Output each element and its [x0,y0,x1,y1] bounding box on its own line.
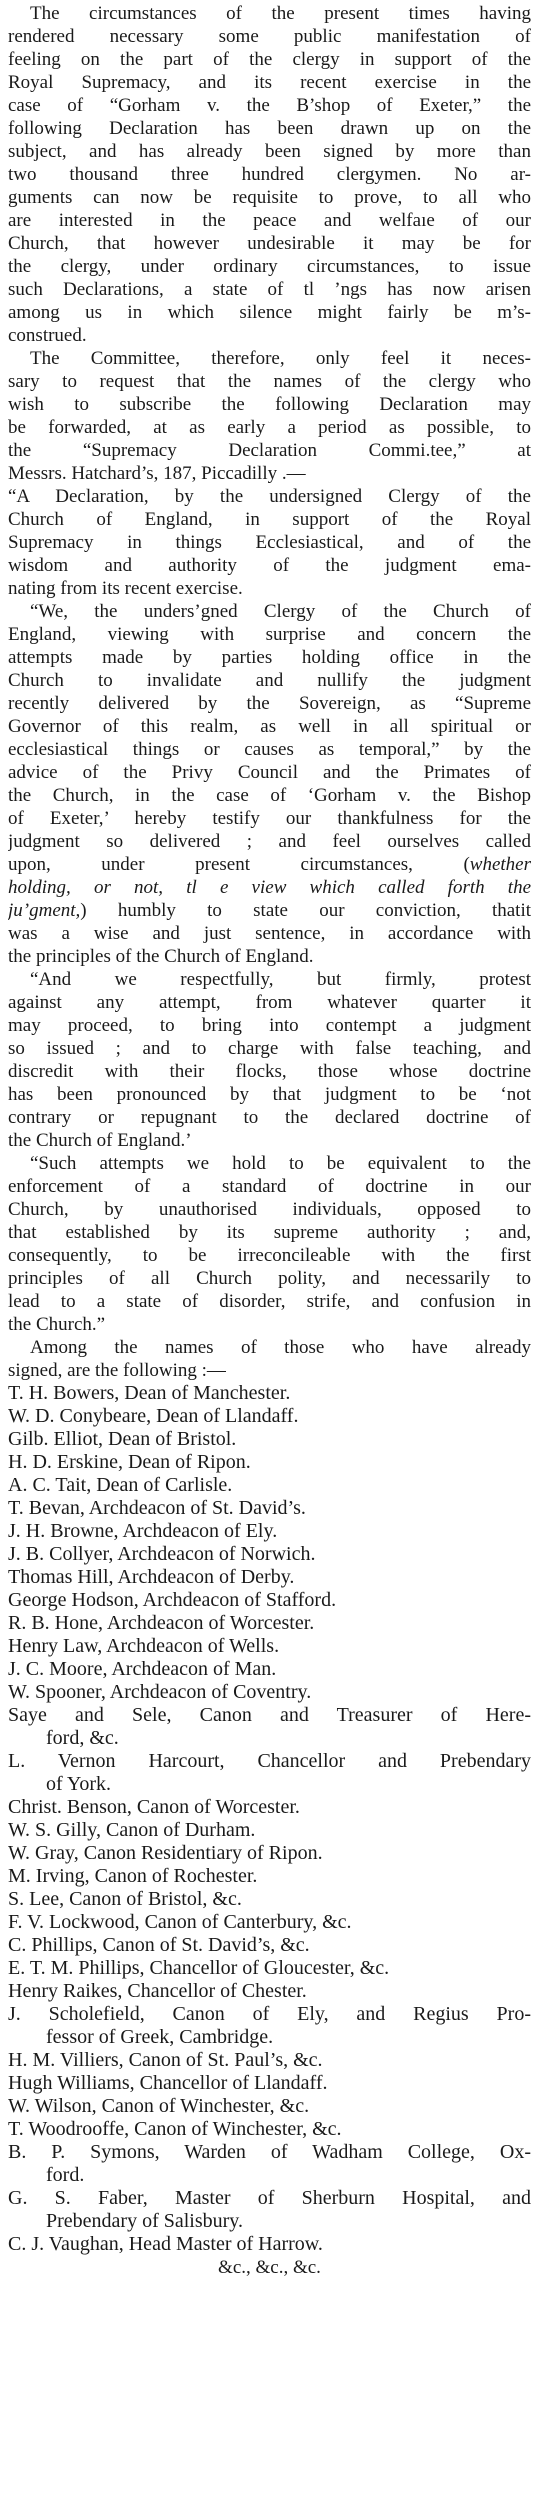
signatory-name: Henry Law, Archdeacon of Wells. [8,1635,280,1657]
intro-paragraph-2 [8,347,531,485]
signatory-name: Hugh Williams, Chancellor of Llandaff. [8,2072,328,2094]
text-line: Church, that however undesirable it may be for [8,233,531,254]
declaration-paragraph-4 [8,1152,531,1336]
signatory-name: W. Wilson, Canon of Winchester, &c. [8,2095,310,2117]
signatory-continuation: fessor of Greek, Cambridge. [46,2026,274,2048]
signatory-entry [8,1543,531,1566]
signatory-entry [8,2233,531,2256]
text-line: The circumstances of the present times having [30,3,531,24]
text-line: the “Supremacy Declaration Commi.tee,” at [8,440,531,461]
text-line: England, viewing with surprise and concern the [8,624,531,645]
text-line: construed. [8,325,87,346]
text-line: that established by its supreme authority ; and, [8,1222,531,1243]
text-line: contrary or repugnant to the declared doctrine of [8,1107,531,1128]
text-line: be forwarded, at as early a period as possible, to [8,417,531,438]
signatory-name: L. Vernon Harcourt, Chancellor and Prebendary [8,1750,531,1772]
signatory-entry [8,1658,531,1681]
text-line: was a wise and just sentence, in accordance with [8,923,531,944]
signatory-name: B. P. Symons, Warden of Wadham College, Ox- [8,2141,531,2163]
signatory-entry [8,1635,531,1658]
signatory-name: T. Bevan, Archdeacon of St. David’s. [8,1497,306,1519]
text-line: Among the names of those who have already [30,1337,531,1358]
text-line: feeling on the part of the clergy in support of the [8,49,531,70]
declaration-heading-paragraph [8,485,531,600]
text-line: Supremacy in things Ecclesiastical, and of the [8,532,531,553]
signatory-entry [8,1704,531,1750]
text-line: discredit with their flocks, those whose doctrine [8,1061,531,1082]
text-line: Royal Supremacy, and its recent exercise in the [8,72,531,93]
text-line: wisdom and authority of the judgment ema- [8,555,531,576]
text-line: are interested in the peace and welfaıe of our [8,210,531,231]
signatory-name: T. Woodrooffe, Canon of Winchester, &c. [8,2118,342,2140]
text-line: the Church, in the case of ‘Gorham v. the Bishop [8,785,531,806]
text-line: of Exeter,’ hereby testify our thankfulness for the [8,808,531,829]
text-line: “Such attempts we hold to be equivalent to the [30,1153,531,1174]
text-line: wish to subscribe the following Declaration may [8,394,531,415]
text-line: holding, or not, tl e view which called forth the [8,877,531,898]
signatory-entry [8,1957,531,1980]
signatory-entry [8,1520,531,1543]
signatory-entry [8,1865,531,1888]
signatory-name: W. D. Conybeare, Dean of Llandaff. [8,1405,299,1427]
text-line: so issued ; and to charge with false teaching, and [8,1038,531,1059]
declaration-paragraph-2 [8,600,531,968]
signatory-name: W. Gray, Canon Residentiary of Ripon. [8,1842,323,1864]
signatory-name: Gilb. Elliot, Dean of Bristol. [8,1428,237,1450]
signatory-entry [8,1474,531,1497]
text-line: “We, the unders’gned Clergy of the Church of [30,601,531,622]
text-line: among us in which silence might fairly be m’s- [8,302,531,323]
text-line: the clergy, under ordinary circumstances, to issue [8,256,531,277]
signatory-name: Saye and Sele, Canon and Treasurer of Here- [8,1704,531,1726]
signatory-name: H. D. Erskine, Dean of Ripon. [8,1451,251,1473]
signatory-entry [8,1911,531,1934]
text-line: against any attempt, from whatever quarter it [8,992,531,1013]
signatory-name: H. M. Villiers, Canon of St. Paul’s, &c. [8,2049,323,2071]
signatory-entry [8,1382,531,1405]
text-line: the Church of England.’ [8,1130,192,1151]
text-line: “A Declaration, by the undersigned Clergy of the [8,486,531,507]
signatory-entry [8,2003,531,2049]
signatories-intro [8,1336,531,1382]
signatory-name: S. Lee, Canon of Bristol, &c. [8,1888,242,1910]
text-line: Church, by unauthorised individuals, opposed to [8,1199,531,1220]
signatory-entry [8,1428,531,1451]
signatory-entry [8,2187,531,2233]
signatory-entry [8,1681,531,1704]
text-line: such Declarations, a state of tl ’ngs has now arisen [8,279,531,300]
signatory-name: J. C. Moore, Archdeacon of Man. [8,1658,277,1680]
text-line: attempts made by parties holding office in the [8,647,531,668]
signatory-name: Christ. Benson, Canon of Worcester. [8,1796,300,1818]
text-line: ecclesiastical things or causes as temporal,” by the [8,739,531,760]
signatory-entry [8,2095,531,2118]
signatory-entry [8,1451,531,1474]
signatory-name: M. Irving, Canon of Rochester. [8,1865,258,1887]
signatory-entry [8,1796,531,1819]
signatory-name: J. H. Browne, Archdeacon of Ely. [8,1520,278,1542]
text-line: judgment so delivered ; and feel ourselves called [8,831,531,852]
signatory-continuation: of York. [46,1773,112,1795]
text-line: signed, are the following :— [8,1360,226,1381]
text-line: case of “Gorham v. the B’shop of Exeter,” the [8,95,531,116]
signatory-name: Thomas Hill, Archdeacon of Derby. [8,1566,295,1588]
signatory-entry [8,2072,531,2095]
text-line: following Declaration has been drawn up on the [8,118,531,139]
signatory-name: J. B. Collyer, Archdeacon of Norwich. [8,1543,316,1565]
signatory-entry [8,1497,531,1520]
signatory-name: J. Scholefield, Canon of Ely, and Regius Pro- [8,2003,531,2025]
signatory-continuation: ford. [46,2164,85,2186]
signatory-entry [8,1589,531,1612]
text-line: Governor of this realm, as well in all spiritual or [8,716,531,737]
signatory-entry [8,1566,531,1589]
signatory-name: R. B. Hone, Archdeacon of Worcester. [8,1612,315,1634]
text-line: sary to request that the names of the clergy who [8,371,531,392]
text-line: the principles of the Church of England. [8,946,314,967]
signatory-name: A. C. Tait, Dean of Carlisle. [8,1474,233,1496]
signatory-entry [8,1612,531,1635]
signatory-continuation: ford, &c. [46,1727,119,1749]
closing-etc: &c., &c., &c. [218,2257,321,2278]
text-line: ju’gment,) humbly to state our conviction, thatit [8,900,531,921]
signatory-entry [8,1842,531,1865]
text-line: Messrs. Hatchard’s, 187, Piccadilly .— [8,463,306,484]
text-line: upon, under present circumstances, (whether [8,854,531,875]
declaration-paragraph-3 [8,968,531,1152]
text-line: consequently, to be irreconcileable with the first [8,1245,531,1266]
signatory-name: W. S. Gilly, Canon of Durham. [8,1819,256,1841]
signatory-entry [8,2141,531,2187]
signatory-entry [8,1819,531,1842]
signatory-entry [8,1934,531,1957]
signatory-entry [8,1405,531,1428]
text-line: may proceed, to bring into contempt a judgment [8,1015,531,1036]
text-line: The Committee, therefore, only feel it neces- [30,348,531,369]
text-line: advice of the Privy Council and the Primates of [8,762,531,783]
signatory-entry [8,1980,531,2003]
signatory-continuation: Prebendary of Salisbury. [46,2210,243,2232]
signatory-entry [8,2049,531,2072]
signatory-entry [8,1888,531,1911]
signatories-list [8,1382,531,2256]
text-line: has been pronounced by that judgment to be ‘not [8,1084,531,1105]
text-line: nating from its recent exercise. [8,578,243,599]
text-line: Church of England, in support of the Royal [8,509,531,530]
text-line: enforcement of a standard of doctrine in our [8,1176,531,1197]
text-line: lead to a state of disorder, strife, and confusion in [8,1291,531,1312]
text-line: recently delivered by the Sovereign, as “Supreme [8,693,531,714]
signatory-entry [8,1750,531,1796]
text-line: subject, and has already been signed by more than [8,141,531,162]
text-line: rendered necessary some public manifestation of [8,26,531,47]
text-line: principles of all Church polity, and necessarily to [8,1268,531,1289]
signatory-name: George Hodson, Archdeacon of Stafford. [8,1589,337,1611]
signatory-name: T. H. Bowers, Dean of Manchester. [8,1382,291,1404]
signatory-name: E. T. M. Phillips, Chancellor of Gloucester, &c. [8,1957,390,1979]
text-line: the Church.” [8,1314,106,1335]
text-line: two thousand three hundred clergymen. No ar- [8,164,531,185]
signatory-name: F. V. Lockwood, Canon of Canterbury, &c. [8,1911,352,1933]
signatory-name: G. S. Faber, Master of Sherburn Hospital, and [8,2187,531,2209]
intro-paragraph-1 [8,2,531,347]
text-line: Church to invalidate and nullify the judgment [8,670,531,691]
signatory-name: C. Phillips, Canon of St. David’s, &c. [8,1934,310,1956]
signatory-name: W. Spooner, Archdeacon of Coventry. [8,1681,312,1703]
signatory-entry [8,2118,531,2141]
signatory-name: Henry Raikes, Chancellor of Chester. [8,1980,307,2002]
signatory-name: C. J. Vaughan, Head Master of Harrow. [8,2233,323,2255]
text-line: “And we respectfully, but firmly, protest [30,969,531,990]
text-line: guments can now be requisite to prove, to all who [8,187,531,208]
